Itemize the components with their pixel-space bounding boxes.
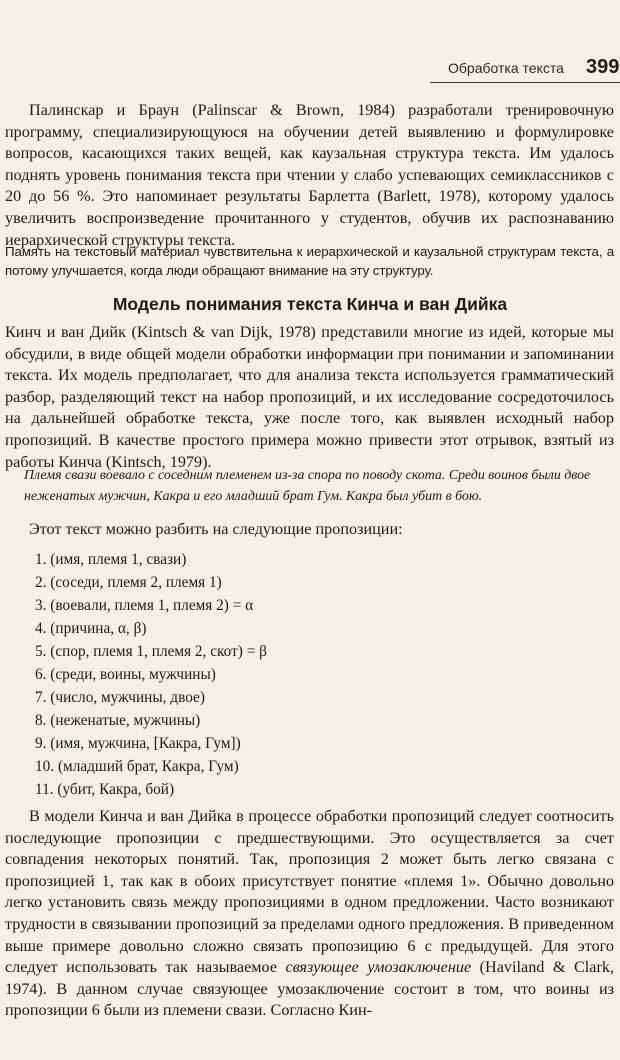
proposition-item: 11. (убит, Какра, бой)	[35, 781, 175, 798]
paragraph-text-start: В модели Кинча и ван Дийка в процессе обработки пропозиций следует соотносить последующие пропозиции с предшествующими. Это осуществляется за счет совпадения некоторых понятий. Так, пропозиция 2 может быть легко связана с пропозицией 1, так как в обоих присутствует понятие «племя 1». Обычно довольно легко установить связь между пропозициями в одном предложении. Часто возникают трудности в связывании пропозиций за пределами одного предложения. В приведенном выше примере довольно сложно связать пропозицию 6 с предыдущей. Для этого следует использовать так называемое	[5, 807, 614, 977]
proposition-item: 2. (соседи, племя 2, племя 1)	[35, 574, 222, 591]
running-header-title: Обработка текста	[448, 60, 564, 76]
paragraph-text-end: (Haviland & Clark, 1974). В данном случае связующее умозаключение состоит в том, что воины из пропозиции 6 были из племени свази. Согласно Кин-	[5, 958, 615, 1020]
page-number: 399	[586, 56, 620, 78]
term-bridging-inference: связующее умозаключение	[285, 958, 472, 977]
proposition-item: 8. (неженатые, мужчины)	[35, 712, 201, 729]
paragraph-palinscar-brown: Палинскар и Браун (Palinscar & Brown, 1984) разработали тренировочную программу, специализирующуюся на обучении детей выявлению и формулировке вопросов, касающихся таких вещей, как каузальная структура текста. Им удалось поднять уровень понимания текста при чтении у слабо успевающих семиклассников с 20 до 56 %. Это напоминает результаты Барлетта (Barlett, 1978), которому удалось увеличить воспроизведение прочитанного у студентов, обучив их распознаванию иерархической структуры текста.	[5, 101, 614, 249]
propositions-list	[35, 548, 267, 801]
proposition-item: 10. (младший брат, Какра, Гум)	[35, 758, 239, 775]
proposition-item: 9. (имя, мужчина, [Какра, Гум])	[35, 735, 241, 752]
proposition-item: 5. (спор, племя 1, племя 2, скот) = β	[35, 643, 267, 660]
section-heading: Модель понимания текста Кинча и ван Дийка	[112, 294, 508, 314]
paragraph-kintsch-model: Кинч и ван Дийк (Kintsch & van Dijk, 1978) представили многие из идей, которые мы обсудили, в виде общей модели обработки информации при понимании и запоминании текста. Их модель предполагает, что для анализа текста используется грамматический разбор, разделяющий текст на набор пропозиций, и их исследование сосредоточилось на дальнейшей обработке текста, уже после того, как выявлен исходный набор пропозиций. В качестве простого примера можно привести этот отрывок, взятый из работы Кинча (Kintsch, 1979).	[5, 323, 614, 471]
propositions-intro: Этот текст можно разбить на следующие пропозиции:	[29, 520, 403, 538]
proposition-item: 1. (имя, племя 1, свази)	[35, 551, 187, 568]
running-header	[430, 58, 620, 83]
paragraph-bridging-inference	[5, 806, 614, 1022]
key-point-callout: Память на текстовый материал чувствительна к иерархической и каузальной структурам текста, а потому улучшается, когда люди обращают внимание на эту структуру.	[5, 244, 614, 278]
proposition-item: 4. (причина, α, β)	[35, 620, 147, 637]
proposition-item: 3. (воевали, племя 1, племя 2) = α	[35, 597, 254, 614]
proposition-item: 7. (число, мужчины, двое)	[35, 689, 205, 706]
example-quote: Племя свази воевало с соседним племенем из-за спора по поводу скота. Среди воинов были двое неженатых мужчин, Какра и его младший брат Гум. Какра был убит в бою.	[24, 468, 591, 504]
proposition-item: 6. (среди, воины, мужчины)	[35, 666, 216, 683]
